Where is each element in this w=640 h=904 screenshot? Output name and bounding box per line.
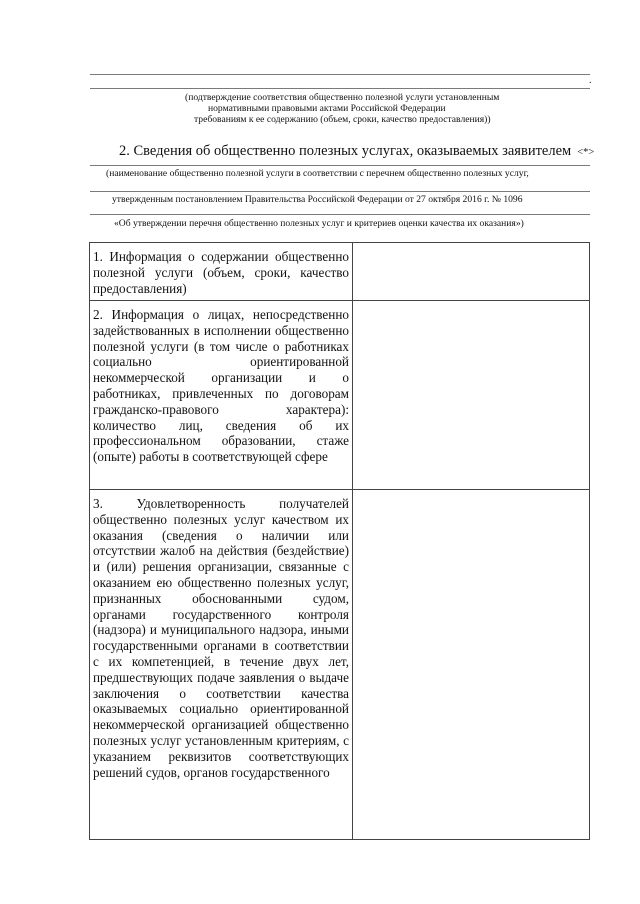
confirmation-note-line-2: нормативными правовыми актами Российской Федерации <box>208 103 446 114</box>
section-title: 2. Сведения об общественно полезных услугах, оказываемых заявителем <box>119 143 572 159</box>
service-name-rule-2 <box>90 191 590 192</box>
table-row-1-label: 1. Информация о содержании общественно полезной услуги (объем, сроки, качество предоставления) <box>93 249 349 296</box>
service-name-note-line-1: (наименование общественно полезной услуги в соответствии с перечнем общественно полезных услуг, <box>106 168 529 179</box>
top-dot: . <box>589 75 592 86</box>
table-row-1-value[interactable] <box>356 245 586 298</box>
service-name-note-line-2: утвержденным постановлением Правительства Российской Федерации от 27 октября 2016 г. № 1096 <box>112 194 523 205</box>
footnote-mark: <*> <box>577 147 595 158</box>
service-name-rule-3 <box>90 214 590 215</box>
row-divider-1 <box>90 300 589 301</box>
table-row-2-value[interactable] <box>356 303 586 487</box>
top-rule-1 <box>90 74 590 75</box>
services-table <box>89 242 590 840</box>
service-name-note-line-3: «Об утверждении перечня общественно полезных услуг и критериев оценки качества их оказания») <box>114 218 524 229</box>
confirmation-note-line-1: (подтверждение соответствия общественно полезной услуги установленным <box>185 92 500 103</box>
table-row-3-label: 3. Удовлетворенность получателей общественно полезных услуг качеством их оказания (сведения о наличии или отсутствии жалоб на действия (бездействие) и (или) решения организации, связанные с оказанием ею общественно полезных услуг, признанных обоснованными судом, органами государственного контроля (надзора) и муниципального надзора, иными государственными органами в соответствии с их компетенцией, в течение двух лет, предшествующих подаче заявления о выдаче заключения о соответствии качества оказываемых социально ориентированной некоммерческой организацией общественно полезных услуг установленным критериям, с указанием реквизитов соответствующих решений судов, органов государственного <box>93 496 349 780</box>
service-name-rule-1 <box>90 165 590 166</box>
confirmation-note-line-3: требованиям к ее содержанию (объем, сроки, качество предоставления)) <box>194 114 491 125</box>
table-row-2-label: 2. Информация о лицах, непосредственно задействованных в исполнении общественно полезной услуги (в том числе о работниках социально ориентированной некоммерческой организации и о работниках, привлеченных по договорам гражданско-правового характера): количество лиц, сведения об их профессиональном образовании, стаже (опыте) работы в соответствующей сфере <box>93 307 349 465</box>
table-row-3-value[interactable] <box>356 492 586 836</box>
row-divider-2 <box>90 489 589 490</box>
section-heading <box>119 142 594 162</box>
table-column-divider <box>352 243 353 839</box>
top-rule-2 <box>90 88 590 89</box>
